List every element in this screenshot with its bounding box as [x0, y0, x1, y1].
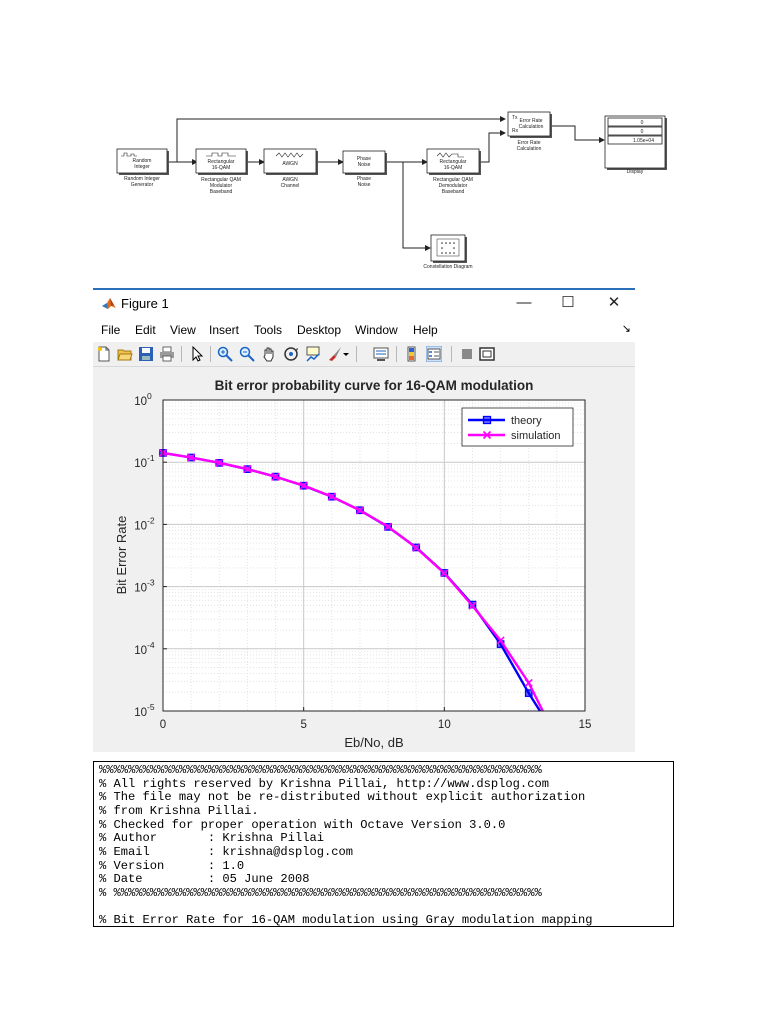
- toolbar-separator: [451, 346, 452, 362]
- figure-title-bar[interactable]: [93, 290, 635, 318]
- random-integer-block[interactable]: [117, 149, 169, 188]
- minimize-button[interactable]: —: [516, 294, 532, 311]
- dock-arrow-icon[interactable]: ↘: [621, 323, 631, 335]
- qam-modulator-caption-2: Modulator: [209, 183, 233, 189]
- pointer-icon[interactable]: [189, 346, 205, 362]
- show-plot-tools-icon[interactable]: [479, 346, 495, 362]
- menu-edit[interactable]: Edit: [135, 323, 156, 337]
- y-tick-base: 10: [134, 458, 147, 471]
- qam-demodulator-block[interactable]: [427, 149, 481, 195]
- random-integer-caption-2: Generator: [130, 182, 154, 188]
- menu-insert[interactable]: Insert: [209, 323, 240, 337]
- simulink-block-diagram: [0, 0, 768, 290]
- phase-noise-caption-1: Phase: [356, 176, 372, 182]
- random-integer-caption-1: Random Integer: [124, 176, 160, 182]
- y-tick-exponent: -1: [147, 453, 155, 464]
- print-icon[interactable]: [159, 346, 175, 362]
- code-line: % Bit Error Rate for 16-QAM modulation using Gray modulation mapping: [99, 913, 593, 928]
- display-block[interactable]: [605, 116, 667, 175]
- code-line: % Email : krishna@dsplog.com: [99, 844, 354, 859]
- rotate-3d-icon[interactable]: [283, 346, 299, 362]
- error-rate-port-rx: Rx: [512, 128, 519, 134]
- awgn-label: AWGN: [282, 161, 298, 167]
- awgn-caption-1: AWGN: [282, 177, 298, 183]
- toolbar-separator: [356, 346, 357, 362]
- qam-demodulator-label-1: Rectangular: [439, 159, 467, 165]
- save-icon[interactable]: [138, 346, 154, 362]
- qam-modulator-label-2: 16-QAM: [211, 165, 231, 171]
- error-rate-label-1: Error Rate: [519, 118, 543, 124]
- zoom-out-icon[interactable]: [239, 346, 255, 362]
- code-line: % The file may not be re-distributed without explicit authorization: [99, 790, 586, 805]
- phase-noise-label-2: Noise: [357, 162, 371, 168]
- qam-modulator-caption-3: Baseband: [209, 189, 233, 195]
- toolbar-separator: [210, 346, 211, 362]
- data-cursor-icon[interactable]: [305, 346, 321, 362]
- phase-noise-block[interactable]: [343, 151, 387, 188]
- x-tick-label: 0: [159, 719, 167, 731]
- link-plot-icon[interactable]: [373, 346, 389, 362]
- menu-tools[interactable]: Tools: [254, 323, 283, 337]
- error-rate-caption-2: Calculation: [516, 146, 542, 152]
- diagram-wires: [167, 119, 604, 248]
- x-tick-label: 5: [300, 719, 307, 731]
- x-tick-label: 15: [578, 719, 592, 731]
- legend-marker-theory: [484, 417, 491, 424]
- code-listing: [93, 761, 674, 927]
- menu-desktop[interactable]: Desktop: [297, 323, 342, 337]
- code-line: % %%%%%%%%%%%%%%%%%%%%%%%%%%%%%%%%%%%%%%%%%%%%%%%%%%%%%%%%%%%: [99, 885, 542, 900]
- figure-window: [93, 288, 635, 752]
- open-file-icon[interactable]: [117, 346, 133, 362]
- code-line: % Version : 1.0: [99, 858, 245, 873]
- colorbar-icon[interactable]: [404, 346, 420, 362]
- brush-icon[interactable]: [327, 346, 343, 362]
- code-line: % Author : Krishna Pillai: [99, 831, 324, 846]
- error-rate-port-tx: Tx: [512, 115, 518, 121]
- code-line: % All rights reserved by Krishna Pillai, http://www.dsplog.com: [99, 776, 549, 791]
- phase-noise-caption-2: Noise: [357, 182, 371, 188]
- axes-background: [163, 400, 585, 711]
- menu-file[interactable]: File: [101, 323, 121, 337]
- random-integer-label-1: Random: [132, 158, 152, 164]
- x-tick-label: 10: [437, 719, 451, 731]
- chart-title: Bit error probability curve for 16-QAM modulation: [214, 378, 534, 393]
- error-rate-label-2: Calculation: [518, 124, 544, 130]
- error-rate-caption-1: Error Rate: [517, 140, 541, 146]
- brush-dropdown-icon[interactable]: [342, 346, 350, 362]
- display-value-1: 0: [640, 120, 644, 126]
- phase-noise-label-1: Phase: [356, 156, 372, 162]
- y-tick-exponent: -2: [147, 515, 155, 526]
- y-tick-exponent: 0: [147, 391, 152, 401]
- awgn-caption-2: Channel: [280, 183, 300, 189]
- y-tick-exponent: -5: [147, 702, 155, 712]
- toolbar-separator: [396, 346, 397, 362]
- y-tick-base: 10: [134, 396, 147, 408]
- maximize-button[interactable]: ☐: [561, 294, 575, 311]
- menu-bar: [93, 318, 635, 342]
- code-line: %%%%%%%%%%%%%%%%%%%%%%%%%%%%%%%%%%%%%%%%%%%%%%%%%%%%%%%%%%%%%: [99, 763, 542, 777]
- display-value-2: 0: [640, 129, 644, 135]
- y-tick-label: [134, 520, 147, 532]
- qam-demodulator-caption-3: Baseband: [441, 189, 465, 195]
- y-tick-label: [134, 645, 147, 657]
- qam-demodulator-caption-1: Rectangular QAM: [433, 177, 473, 183]
- hide-plot-tools-icon[interactable]: [459, 346, 475, 362]
- matlab-logo-icon: [101, 296, 117, 312]
- window-title: Figure 1: [121, 296, 169, 311]
- awgn-block[interactable]: [264, 149, 318, 189]
- code-line: % from Krishna Pillai.: [99, 803, 259, 818]
- error-rate-block[interactable]: [508, 112, 552, 152]
- display-caption: Display: [626, 169, 644, 175]
- zoom-in-icon[interactable]: [217, 346, 233, 362]
- toolbar-separator: [181, 346, 182, 362]
- pan-icon[interactable]: [261, 346, 277, 362]
- display-value-3: 1.05e+04: [633, 138, 654, 144]
- code-text: [94, 762, 673, 928]
- close-button[interactable]: ✕: [607, 294, 621, 311]
- legend[interactable]: [462, 408, 573, 446]
- random-integer-label-2: Integer: [134, 164, 150, 170]
- y-tick-base: 10: [134, 644, 147, 657]
- menu-window[interactable]: Window: [355, 323, 398, 337]
- plot-area: [93, 368, 635, 752]
- new-figure-icon[interactable]: [96, 346, 112, 362]
- menu-view[interactable]: View: [170, 323, 196, 337]
- x-axis-label: Eb/No, dB: [344, 735, 404, 750]
- y-tick-base: 10: [134, 582, 147, 595]
- qam-modulator-block[interactable]: [196, 149, 248, 195]
- legend-label-simulation: simulation: [511, 430, 561, 442]
- code-line: % Date : 05 June 2008: [99, 872, 310, 887]
- figure-toolbar: [93, 342, 635, 367]
- menu-help[interactable]: Help: [413, 323, 438, 337]
- y-tick-exponent: -3: [147, 577, 155, 588]
- qam-demodulator-label-2: 16-QAM: [443, 165, 463, 171]
- y-tick-label: [134, 458, 147, 470]
- y-tick-base: 10: [134, 707, 147, 719]
- y-tick-label: [134, 583, 147, 595]
- constellation-caption: Constellation Diagram: [423, 264, 473, 270]
- qam-demodulator-caption-2: Demodulator: [438, 183, 468, 189]
- theory-marker: [526, 690, 532, 696]
- y-tick-label: [134, 707, 147, 719]
- constellation-diagram-block[interactable]: [423, 235, 472, 270]
- legend-icon[interactable]: [426, 346, 442, 362]
- y-tick-base: 10: [134, 520, 147, 533]
- y-tick-label: [134, 396, 147, 408]
- ber-chart[interactable]: [93, 368, 635, 752]
- code-line: % Checked for proper operation with Octave Version 3.0.0: [99, 817, 506, 832]
- y-tick-exponent: -4: [147, 639, 155, 650]
- qam-modulator-caption-1: Rectangular QAM: [201, 177, 241, 183]
- y-axis-label: Bit Error Rate: [114, 515, 129, 595]
- qam-modulator-label-1: Rectangular: [207, 159, 235, 165]
- legend-label-theory: theory: [511, 415, 542, 427]
